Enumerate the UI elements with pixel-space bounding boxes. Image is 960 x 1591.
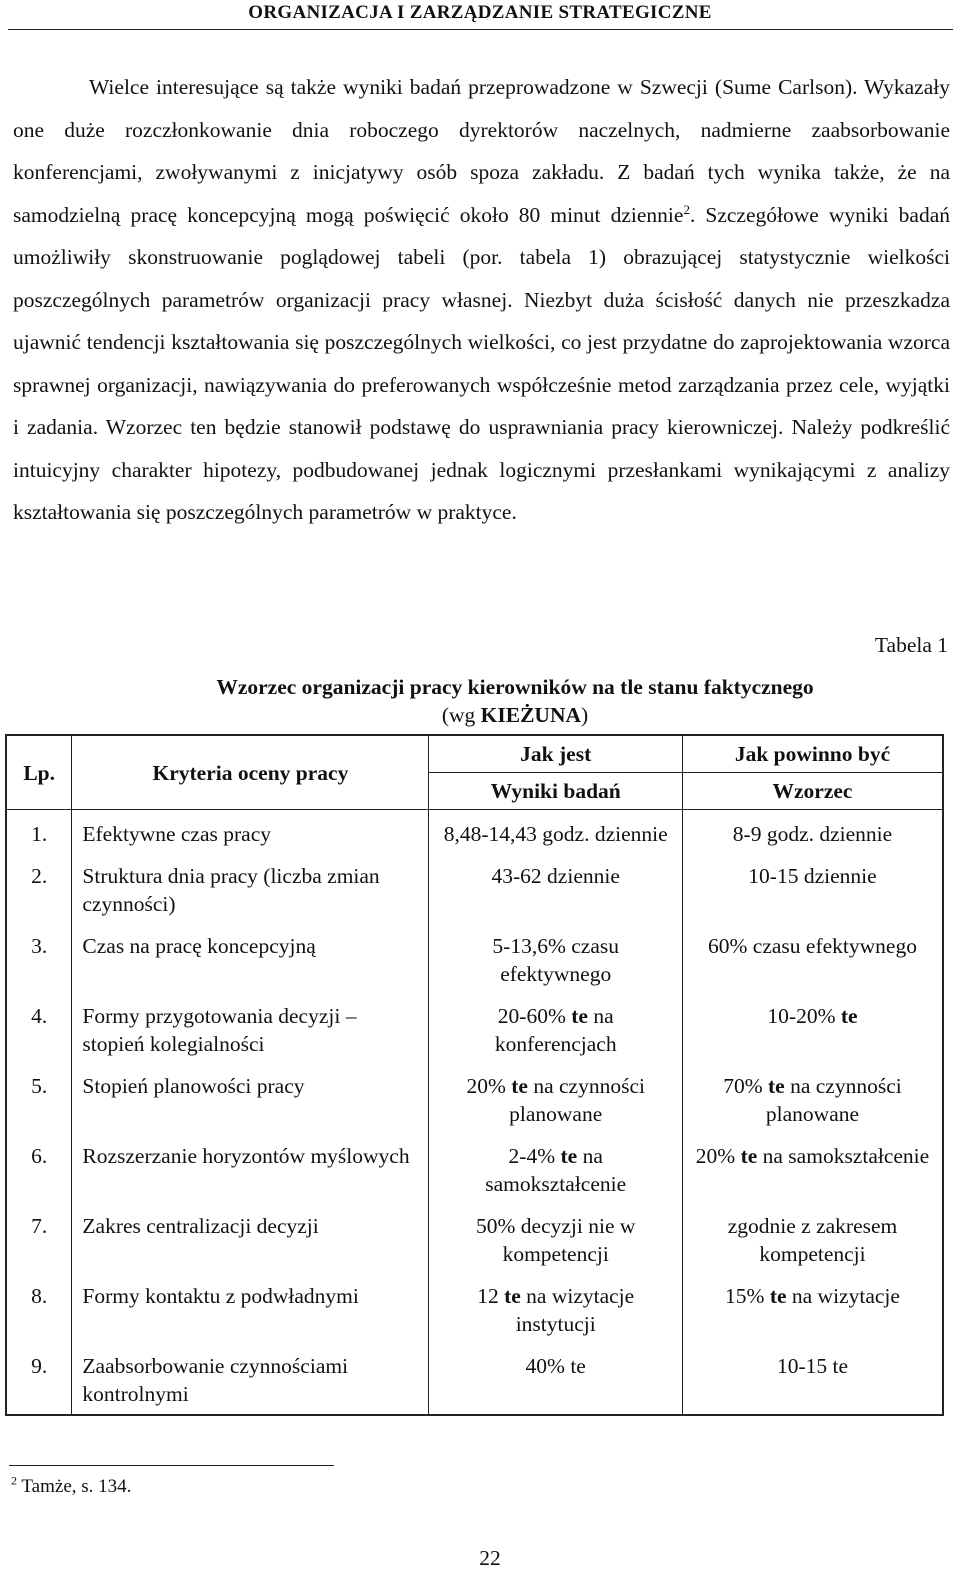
- cell-text: na czynności planowane: [509, 1074, 645, 1126]
- cell-wzorzec: [682, 1064, 943, 1134]
- running-header: ORGANIZACJA I ZARZĄDZANIE STRATEGICZNE: [248, 2, 712, 23]
- table-title-line-2: [0, 701, 960, 729]
- title-paren-close: ): [581, 703, 589, 727]
- cell-kryterium: Czas na pracę koncepcyjną: [72, 924, 429, 994]
- cell-emphasis: te: [768, 1074, 785, 1098]
- cell-kryterium: Struktura dnia pracy (liczba zmian czynności): [72, 854, 429, 924]
- footnote-reference[interactable]: 2: [683, 201, 690, 217]
- cell-jak-jest: [429, 1274, 683, 1344]
- cell-kryterium: Efektywne czas pracy: [72, 810, 429, 855]
- cell-wzorzec: [682, 1134, 943, 1204]
- cell-lp: 2.: [6, 854, 72, 924]
- cell-jak-jest: [429, 994, 683, 1064]
- cell-jak-jest: [429, 1064, 683, 1134]
- cell-lp: 9.: [6, 1344, 72, 1415]
- page-number: 22: [479, 1546, 501, 1570]
- cell-lp: 8.: [6, 1274, 72, 1344]
- table-label: Tabela 1: [874, 633, 948, 657]
- work-organization-table: [5, 734, 944, 1416]
- cell-kryterium: Zakres centralizacji decyzji: [72, 1204, 429, 1274]
- cell-text: na samokształcenie: [485, 1144, 627, 1196]
- table-row: [6, 854, 943, 924]
- footnote-number: 2: [11, 1473, 17, 1488]
- cell-lp: 1.: [6, 810, 72, 855]
- header-lp: Lp.: [6, 735, 72, 810]
- table-row: [6, 1204, 943, 1274]
- cell-text: na wizytacje: [786, 1284, 900, 1308]
- cell-lp: 4.: [6, 994, 72, 1064]
- cell-emphasis: te: [560, 1144, 578, 1168]
- table-container: [5, 734, 944, 1416]
- table-header-row-1: [6, 735, 943, 773]
- cell-text: 20%: [695, 1144, 741, 1168]
- cell-text: 20-60%: [497, 1004, 572, 1028]
- cell-wzorzec: 10-15 te: [682, 1344, 943, 1415]
- cell-jak-jest: 43-62 dziennie: [429, 854, 683, 924]
- header-divider: [8, 29, 953, 30]
- table-title-line-1: Wzorzec organizacji pracy kierowników na tle stanu faktycznego: [216, 675, 814, 699]
- cell-emphasis: te: [769, 1284, 787, 1308]
- cell-jak-jest: 5-13,6% czasu efektywnego: [429, 924, 683, 994]
- cell-lp: 7.: [6, 1204, 72, 1274]
- cell-emphasis: te: [571, 1004, 588, 1028]
- cell-emphasis: te: [511, 1074, 528, 1098]
- title-paren-open: (wg: [441, 703, 481, 727]
- header-jak-jest: Jak jest: [429, 735, 683, 773]
- cell-text: na wizytacje instytucji: [515, 1284, 635, 1336]
- cell-kryterium: Formy kontaktu z podwładnymi: [72, 1274, 429, 1344]
- cell-wzorzec: zgodnie z zakresem kompetencji: [682, 1204, 943, 1274]
- cell-emphasis: te: [840, 1004, 858, 1028]
- table-row: [6, 994, 943, 1064]
- cell-kryterium: Rozszerzanie horyzontów myślowych: [72, 1134, 429, 1204]
- cell-jak-jest: [429, 1134, 683, 1204]
- table-row: [6, 810, 943, 855]
- cell-wzorzec: 8-9 godz. dziennie: [682, 810, 943, 855]
- cell-kryterium: Zaabsorbowanie czynnościami kontrolnymi: [72, 1344, 429, 1415]
- cell-wzorzec: 10-15 dziennie: [682, 854, 943, 924]
- cell-kryterium: Stopień planowości pracy: [72, 1064, 429, 1134]
- footnote-divider: [9, 1465, 334, 1466]
- cell-jak-jest: 50% decyzji nie w kompetencji: [429, 1204, 683, 1274]
- cell-lp: 3.: [6, 924, 72, 994]
- cell-text: 70%: [723, 1074, 769, 1098]
- body-text-part-1: Wielce interesujące są także wyniki badań przeprowadzone w Szwecji (Sume Carlson). Wykazały one duże rozczłonkowanie dnia roboczego dyrektorów naczelnych, nadmierne zaabsorbowanie konferencjami, zwoływanymi z inicjatywy osób spoza zakładu. Z badań tych wynika także, że na samodzielną pracę koncepcyjną mogą poświęcić około 80 minut dziennie: [13, 75, 950, 227]
- cell-text: na samokształcenie: [757, 1144, 930, 1168]
- title-author: KIEŻUNA: [480, 703, 581, 727]
- table-row: [6, 1134, 943, 1204]
- cell-emphasis: te: [504, 1284, 521, 1308]
- header-kryteria: Kryteria oceny pracy: [72, 735, 429, 810]
- cell-lp: 5.: [6, 1064, 72, 1134]
- cell-wzorzec: [682, 994, 943, 1064]
- cell-text: na konferencjach: [494, 1004, 617, 1056]
- cell-text: 12: [477, 1284, 505, 1308]
- header-wyniki: Wyniki badań: [429, 773, 683, 810]
- cell-text: 10-20%: [767, 1004, 841, 1028]
- table-row: [6, 1064, 943, 1134]
- body-paragraph: [13, 66, 950, 534]
- cell-wzorzec: [682, 1274, 943, 1344]
- body-text-part-2: . Szczegółowe wyniki badań umożliwiły skonstruowanie poglądowej tabeli (por. tabela 1) obrazującej statystycznie wielkości poszczególnych parametrów organizacji pracy własnej. Niezbyt duża ścisłość danych nie przeszkadza ujawnić tendencji kształtowania się poszczególnych wielkości, co jest przydatne do zaprojektowania wzorca sprawnej organizacji, nawiązywania do preferowanych współcześnie metod zarządzania przez cele, wyjątki i zadania. Wzorzec ten będzie stanowił podstawę do usprawniania pracy kierowniczej. Należy podkreślić intuicyjny charakter hipotezy, podbudowanej jednak logicznymi przesłankami wynikającymi z analizy kształtowania się poszczególnych parametrów w praktyce.: [13, 202, 951, 524]
- cell-jak-jest: 40% te: [429, 1344, 683, 1415]
- table-row: [6, 1274, 943, 1344]
- cell-wzorzec: 60% czasu efektywnego: [682, 924, 943, 994]
- table-row: [6, 924, 943, 994]
- header-wzorzec: Wzorzec: [682, 773, 943, 810]
- header-jak-powinno: Jak powinno być: [682, 735, 943, 773]
- footnote: [11, 1473, 132, 1498]
- cell-text: 2-4%: [508, 1144, 561, 1168]
- cell-text: na czynności planowane: [765, 1074, 902, 1126]
- table-row: [6, 1344, 943, 1415]
- cell-kryterium: Formy przygotowania decyzji – stopień kolegialności: [72, 994, 429, 1064]
- cell-jak-jest: 8,48-14,43 godz. dziennie: [429, 810, 683, 855]
- cell-lp: 6.: [6, 1134, 72, 1204]
- cell-text: 15%: [725, 1284, 770, 1308]
- cell-emphasis: te: [740, 1144, 758, 1168]
- cell-text: 20%: [466, 1074, 512, 1098]
- footnote-text: Tamże, s. 134.: [17, 1476, 132, 1497]
- table-title: [0, 673, 960, 729]
